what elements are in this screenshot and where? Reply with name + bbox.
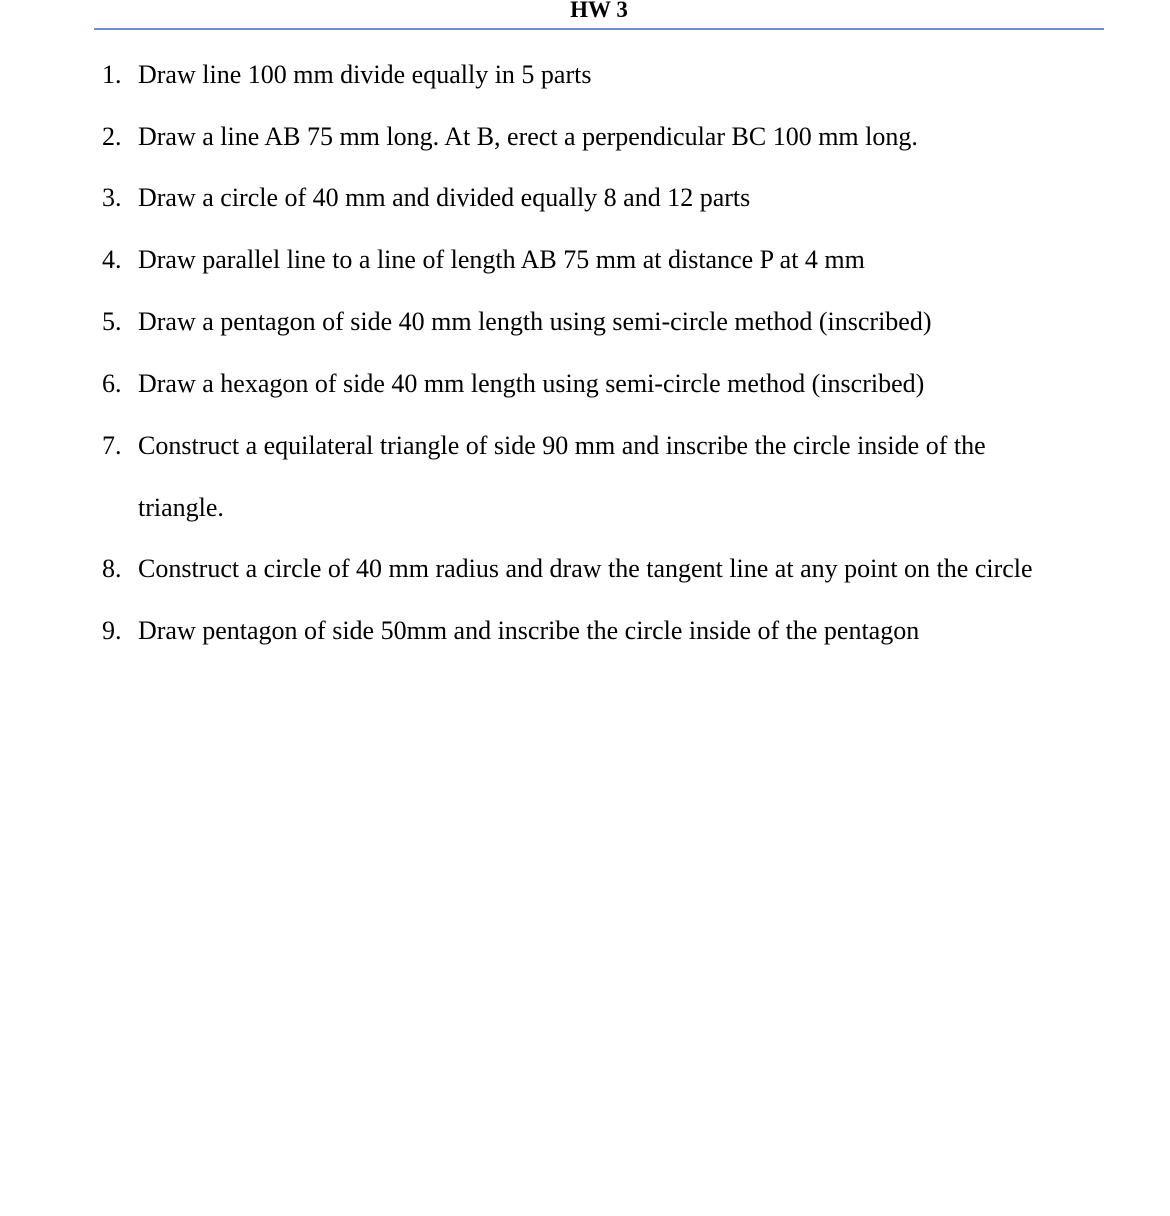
task-number: 3. <box>102 183 122 212</box>
header-divider <box>94 28 1104 30</box>
task-text: Draw line 100 mm divide equally in 5 parts <box>138 60 592 89</box>
task-number: 1. <box>102 60 122 89</box>
task-text: Construct a equilateral triangle of side 90 mm and inscribe the circle inside of the <box>138 431 986 460</box>
task-text: Draw a circle of 40 mm and divided equally 8 and 12 parts <box>138 183 751 212</box>
task-text-continuation: triangle. <box>138 493 224 522</box>
task-number: 5. <box>102 307 122 336</box>
task-text: Draw a line AB 75 mm long. At B, erect a perpendicular BC 100 mm long. <box>138 122 918 151</box>
task-number: 7. <box>102 431 122 460</box>
task-number: 2. <box>102 122 122 151</box>
page-title: HW 3 <box>570 0 628 22</box>
task-text: Draw pentagon of side 50mm and inscribe the circle inside of the pentagon <box>138 616 920 645</box>
task-number: 6. <box>102 369 122 398</box>
task-number: 4. <box>102 245 122 274</box>
task-text: Construct a circle of 40 mm radius and draw the tangent line at any point on the circle <box>138 554 1033 583</box>
task-text: Draw parallel line to a line of length AB 75 mm at distance P at 4 mm <box>138 245 865 274</box>
task-number: 9. <box>102 616 122 645</box>
task-text: Draw a pentagon of side 40 mm length using semi-circle method (inscribed) <box>138 307 932 336</box>
task-number: 8. <box>102 554 122 583</box>
task-text: Draw a hexagon of side 40 mm length using semi-circle method (inscribed) <box>138 369 925 398</box>
